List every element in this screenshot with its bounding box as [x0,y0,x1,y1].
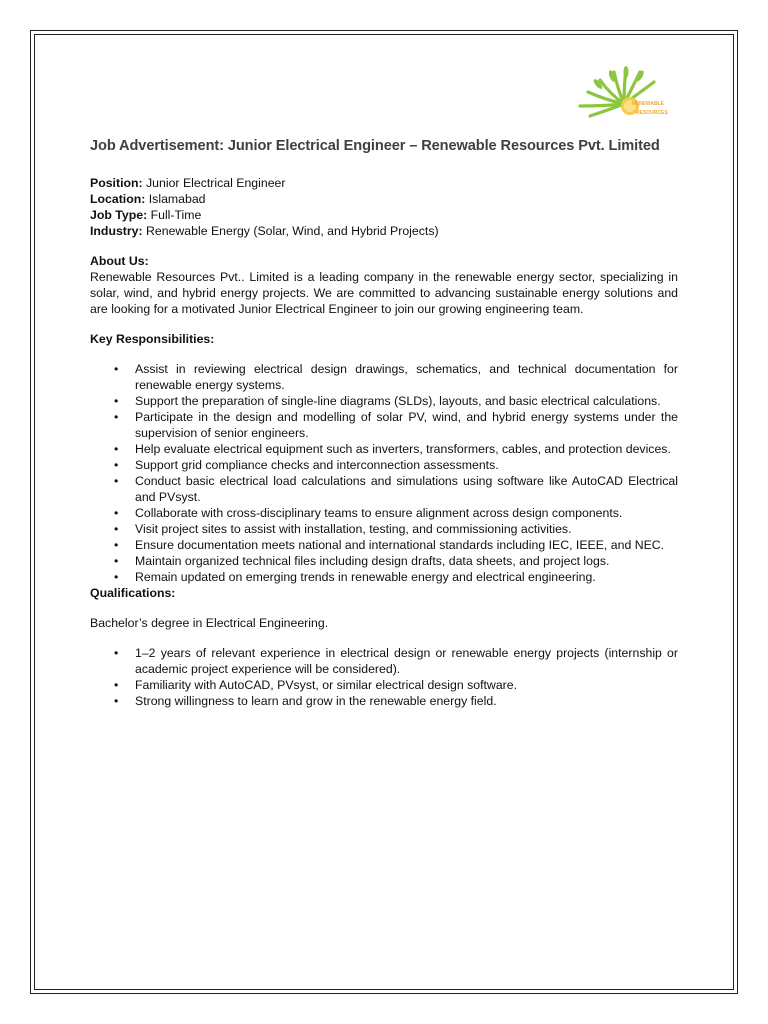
list-item [90,441,678,457]
field-job-type [90,207,678,223]
field-position [90,175,678,191]
qualification-degree: Bachelor’s degree in Electrical Engineering. [90,616,329,630]
list-item [90,569,678,585]
about-title: About Us: [90,254,149,268]
list-item-text: Maintain organized technical files including design drafts, data sheets, and project logs. [135,554,610,568]
bullet-icon: • [114,678,119,692]
company-logo [574,62,674,122]
bullet-icon: • [114,570,119,584]
sun-rays-logo-icon [574,62,674,122]
list-item-text: Conduct basic electrical load calculations and simulations using software like AutoCAD Electrical and PVsyst. [135,474,678,504]
list-item-text: Support the preparation of single-line diagrams (SLDs), layouts, and basic electrical calculations. [135,394,661,408]
field-value: Renewable Energy (Solar, Wind, and Hybrid Projects) [146,224,439,238]
list-item [90,553,678,569]
bullet-icon: • [114,554,119,568]
bullet-icon: • [114,442,119,456]
bullet-icon: • [114,362,119,376]
list-item [90,457,678,473]
list-item-text: Assist in reviewing electrical design drawings, schematics, and technical documentation for renewable energy systems. [135,362,678,392]
list-item [90,409,678,441]
list-item-text: Support grid compliance checks and interconnection assessments. [135,458,499,472]
list-item [90,473,678,505]
responsibilities-list [90,361,678,585]
document-body [90,137,678,709]
list-item [90,537,678,553]
field-industry [90,223,678,239]
bullet-icon: • [114,458,119,472]
bullet-icon: • [114,522,119,536]
list-item-text: Visit project sites to assist with installation, testing, and commissioning activities. [135,522,572,536]
bullet-icon: • [114,410,119,424]
field-value: Islamabad [148,192,206,206]
bullet-icon: • [114,646,119,660]
list-item-text: 1–2 years of relevant experience in electrical design or renewable energy projects (internship or academic project experience will be considered). [135,646,678,676]
list-item [90,361,678,393]
field-label: Job Type: [90,208,148,222]
list-item [90,521,678,537]
list-item-text: Participate in the design and modelling of solar PV, wind, and hybrid energy systems under the supervision of senior engineers. [135,410,678,440]
field-label: Location: [90,192,146,206]
logo-text-line1: RENEWABLE [632,101,664,107]
qualifications-title: Qualifications: [90,586,176,600]
list-item-text: Remain updated on emerging trends in renewable energy and electrical engineering. [135,570,596,584]
list-item-text: Help evaluate electrical equipment such as inverters, transformers, cables, and protection devices. [135,442,671,456]
about-text: Renewable Resources Pvt.. Limited is a leading company in the renewable energy sector, specializing in solar, wind, and hybrid energy projects. We are committed to advancing sustainable energy solutions and are looking for a motivated Junior Electrical Engineer to join our growing engineering team. [90,270,678,316]
page-title: Job Advertisement: Junior Electrical Engineer – Renewable Resources Pvt. Limited [90,138,660,154]
field-value: Junior Electrical Engineer [146,176,286,190]
list-item-text: Ensure documentation meets national and international standards including IEC, IEEE, and NEC. [135,538,665,552]
field-label: Industry: [90,224,143,238]
list-item [90,677,678,693]
logo-text-line2: RESOURCES [636,110,668,116]
bullet-icon: • [114,694,119,708]
field-label: Position: [90,176,143,190]
list-item [90,393,678,409]
list-item [90,645,678,677]
bullet-icon: • [114,394,119,408]
bullet-icon: • [114,474,119,488]
list-item [90,505,678,521]
list-item-text: Collaborate with cross-disciplinary teams to ensure alignment across design components. [135,506,623,520]
list-item-text: Strong willingness to learn and grow in the renewable energy field. [135,694,497,708]
bullet-icon: • [114,506,119,520]
qualifications-list [90,645,678,709]
field-value: Full-Time [150,208,202,222]
bullet-icon: • [114,538,119,552]
responsibilities-title: Key Responsibilities: [90,332,215,346]
field-location [90,191,678,207]
list-item [90,693,678,709]
list-item-text: Familiarity with AutoCAD, PVsyst, or similar electrical design software. [135,678,518,692]
